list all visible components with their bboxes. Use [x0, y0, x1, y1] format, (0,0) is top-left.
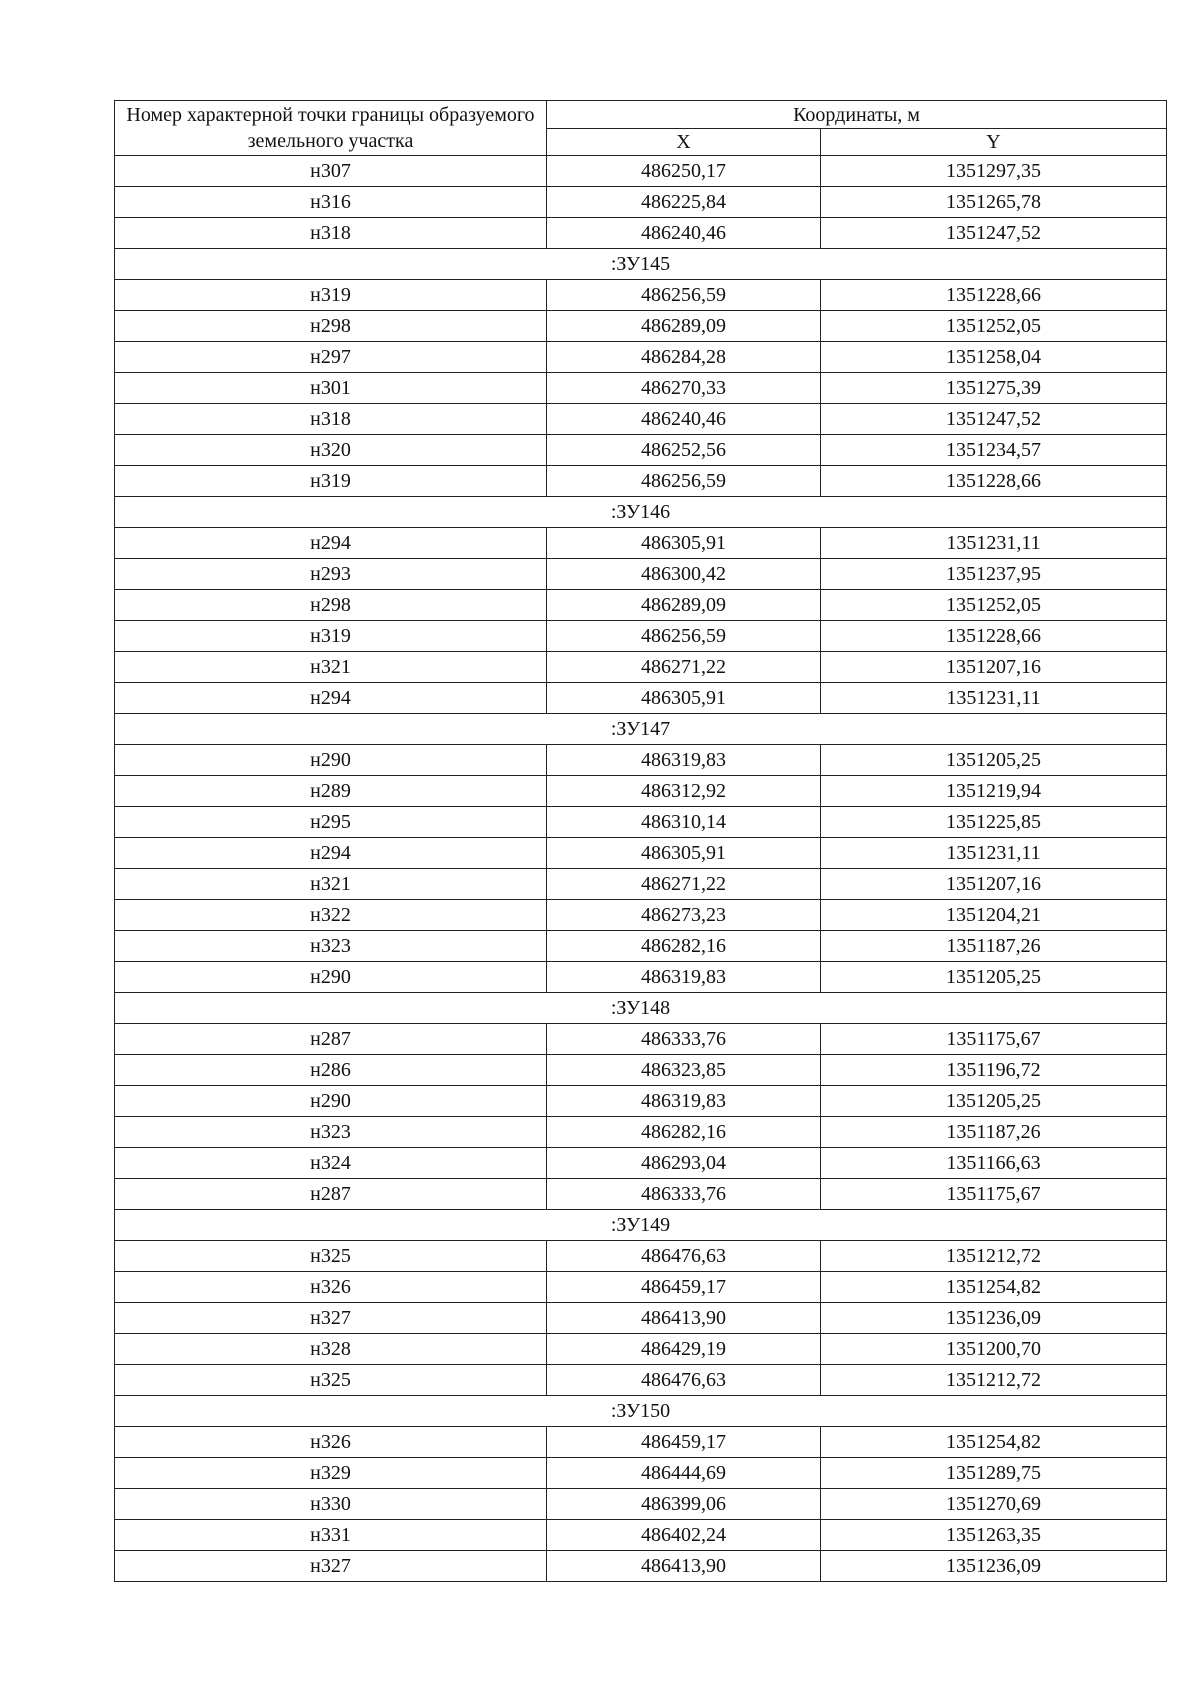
x-coordinate-cell: 486319,83 [547, 745, 821, 776]
table-row [115, 838, 1167, 869]
point-number-cell: н326 [115, 1272, 547, 1303]
table-row [115, 869, 1167, 900]
point-number-cell: н316 [115, 187, 547, 218]
point-number-cell: н287 [115, 1024, 547, 1055]
y-coordinate-cell: 1351234,57 [821, 435, 1167, 466]
point-number-cell: н290 [115, 745, 547, 776]
table-row [115, 404, 1167, 435]
x-coordinate-cell: 486293,04 [547, 1148, 821, 1179]
y-coordinate-cell: 1351228,66 [821, 466, 1167, 497]
y-coordinate-cell: 1351228,66 [821, 621, 1167, 652]
section-label: :ЗУ146 [115, 497, 1167, 528]
section-label: :ЗУ150 [115, 1396, 1167, 1427]
point-number-cell: н324 [115, 1148, 547, 1179]
y-coordinate-cell: 1351212,72 [821, 1365, 1167, 1396]
table-row [115, 807, 1167, 838]
y-coordinate-cell: 1351297,35 [821, 156, 1167, 187]
y-coordinate-cell: 1351270,69 [821, 1489, 1167, 1520]
table-row [115, 311, 1167, 342]
point-number-cell: н307 [115, 156, 547, 187]
point-number-cell: н289 [115, 776, 547, 807]
point-number-cell: н297 [115, 342, 547, 373]
y-coordinate-cell: 1351205,25 [821, 962, 1167, 993]
point-number-cell: н294 [115, 838, 547, 869]
table-row [115, 1551, 1167, 1582]
point-number-cell: н321 [115, 652, 547, 683]
x-coordinate-cell: 486240,46 [547, 218, 821, 249]
x-coordinate-cell: 486256,59 [547, 621, 821, 652]
table-row [115, 559, 1167, 590]
y-coordinate-cell: 1351207,16 [821, 869, 1167, 900]
y-coordinate-cell: 1351236,09 [821, 1551, 1167, 1582]
y-coordinate-cell: 1351205,25 [821, 745, 1167, 776]
section-row [115, 1210, 1167, 1241]
table-row [115, 280, 1167, 311]
x-coordinate-cell: 486399,06 [547, 1489, 821, 1520]
point-number-cell: н325 [115, 1365, 547, 1396]
x-coordinate-cell: 486240,46 [547, 404, 821, 435]
point-number-cell: н295 [115, 807, 547, 838]
x-coordinate-cell: 486319,83 [547, 1086, 821, 1117]
table-row [115, 156, 1167, 187]
point-number-cell: н323 [115, 931, 547, 962]
section-label: :ЗУ149 [115, 1210, 1167, 1241]
y-coordinate-cell: 1351265,78 [821, 187, 1167, 218]
point-number-cell: н327 [115, 1551, 547, 1582]
x-coordinate-cell: 486402,24 [547, 1520, 821, 1551]
x-coordinate-cell: 486476,63 [547, 1241, 821, 1272]
point-number-cell: н319 [115, 621, 547, 652]
y-coordinate-cell: 1351231,11 [821, 838, 1167, 869]
x-coordinate-cell: 486271,22 [547, 869, 821, 900]
point-number-cell: н326 [115, 1427, 547, 1458]
x-coordinate-cell: 486250,17 [547, 156, 821, 187]
x-coordinate-cell: 486284,28 [547, 342, 821, 373]
point-number-cell: н320 [115, 435, 547, 466]
section-row [115, 1396, 1167, 1427]
table-row [115, 1520, 1167, 1551]
x-coordinate-cell: 486270,33 [547, 373, 821, 404]
table-row [115, 528, 1167, 559]
y-coordinate-cell: 1351236,09 [821, 1303, 1167, 1334]
table-row [115, 1179, 1167, 1210]
table-row [115, 962, 1167, 993]
table-row [115, 1334, 1167, 1365]
x-header: X [547, 129, 821, 156]
y-coordinate-cell: 1351247,52 [821, 218, 1167, 249]
y-coordinate-cell: 1351231,11 [821, 528, 1167, 559]
y-coordinate-cell: 1351289,75 [821, 1458, 1167, 1489]
y-coordinate-cell: 1351275,39 [821, 373, 1167, 404]
table-row [115, 373, 1167, 404]
section-label: :ЗУ145 [115, 249, 1167, 280]
y-coordinate-cell: 1351252,05 [821, 590, 1167, 621]
table-row [115, 1055, 1167, 1086]
x-coordinate-cell: 486312,92 [547, 776, 821, 807]
y-coordinate-cell: 1351207,16 [821, 652, 1167, 683]
x-coordinate-cell: 486413,90 [547, 1551, 821, 1582]
x-coordinate-cell: 486256,59 [547, 466, 821, 497]
y-coordinate-cell: 1351228,66 [821, 280, 1167, 311]
y-coordinate-cell: 1351196,72 [821, 1055, 1167, 1086]
y-coordinate-cell: 1351263,35 [821, 1520, 1167, 1551]
table-header [115, 101, 1167, 156]
section-row [115, 714, 1167, 745]
table-row [115, 652, 1167, 683]
table-row [115, 1086, 1167, 1117]
table-row [115, 1148, 1167, 1179]
y-header: Y [821, 129, 1167, 156]
table-row [115, 1427, 1167, 1458]
point-number-header: Номер характерной точки границы образуемого земельного участка [115, 101, 547, 156]
x-coordinate-cell: 486252,56 [547, 435, 821, 466]
table-row [115, 900, 1167, 931]
y-coordinate-cell: 1351175,67 [821, 1024, 1167, 1055]
point-number-cell: н318 [115, 404, 547, 435]
point-number-cell: н318 [115, 218, 547, 249]
point-number-cell: н294 [115, 528, 547, 559]
table-row [115, 590, 1167, 621]
x-coordinate-cell: 486282,16 [547, 1117, 821, 1148]
x-coordinate-cell: 486459,17 [547, 1427, 821, 1458]
x-coordinate-cell: 486256,59 [547, 280, 821, 311]
section-row [115, 249, 1167, 280]
x-coordinate-cell: 486323,85 [547, 1055, 821, 1086]
point-number-cell: н301 [115, 373, 547, 404]
point-number-cell: н298 [115, 590, 547, 621]
section-label: :ЗУ148 [115, 993, 1167, 1024]
x-coordinate-cell: 486305,91 [547, 838, 821, 869]
point-number-cell: н287 [115, 1179, 547, 1210]
point-number-cell: н323 [115, 1117, 547, 1148]
y-coordinate-cell: 1351187,26 [821, 931, 1167, 962]
table-row [115, 745, 1167, 776]
table-row [115, 1489, 1167, 1520]
y-coordinate-cell: 1351212,72 [821, 1241, 1167, 1272]
section-row [115, 497, 1167, 528]
coordinates-table [114, 100, 1167, 1582]
point-number-cell: н294 [115, 683, 547, 714]
y-coordinate-cell: 1351200,70 [821, 1334, 1167, 1365]
table-body [115, 156, 1167, 1582]
table-row [115, 1365, 1167, 1396]
y-coordinate-cell: 1351247,52 [821, 404, 1167, 435]
table-row [115, 1024, 1167, 1055]
point-number-cell: н328 [115, 1334, 547, 1365]
y-coordinate-cell: 1351231,11 [821, 683, 1167, 714]
table-row [115, 1117, 1167, 1148]
point-number-cell: н286 [115, 1055, 547, 1086]
x-coordinate-cell: 486459,17 [547, 1272, 821, 1303]
point-number-cell: н322 [115, 900, 547, 931]
x-coordinate-cell: 486282,16 [547, 931, 821, 962]
x-coordinate-cell: 486305,91 [547, 683, 821, 714]
y-coordinate-cell: 1351219,94 [821, 776, 1167, 807]
y-coordinate-cell: 1351254,82 [821, 1272, 1167, 1303]
y-coordinate-cell: 1351225,85 [821, 807, 1167, 838]
x-coordinate-cell: 486444,69 [547, 1458, 821, 1489]
table-row [115, 776, 1167, 807]
y-coordinate-cell: 1351204,21 [821, 900, 1167, 931]
point-number-cell: н290 [115, 1086, 547, 1117]
table-row [115, 218, 1167, 249]
y-coordinate-cell: 1351166,63 [821, 1148, 1167, 1179]
point-number-cell: н290 [115, 962, 547, 993]
x-coordinate-cell: 486333,76 [547, 1024, 821, 1055]
point-number-cell: н330 [115, 1489, 547, 1520]
table-row [115, 621, 1167, 652]
table-row [115, 187, 1167, 218]
x-coordinate-cell: 486289,09 [547, 590, 821, 621]
section-row [115, 993, 1167, 1024]
x-coordinate-cell: 486319,83 [547, 962, 821, 993]
table-row [115, 435, 1167, 466]
table-row [115, 1303, 1167, 1334]
point-number-cell: н327 [115, 1303, 547, 1334]
point-number-cell: н321 [115, 869, 547, 900]
table-row [115, 683, 1167, 714]
point-number-cell: н298 [115, 311, 547, 342]
y-coordinate-cell: 1351252,05 [821, 311, 1167, 342]
x-coordinate-cell: 486271,22 [547, 652, 821, 683]
table-row [115, 342, 1167, 373]
y-coordinate-cell: 1351205,25 [821, 1086, 1167, 1117]
x-coordinate-cell: 486476,63 [547, 1365, 821, 1396]
y-coordinate-cell: 1351187,26 [821, 1117, 1167, 1148]
table-row [115, 1458, 1167, 1489]
section-label: :ЗУ147 [115, 714, 1167, 745]
coordinates-header: Координаты, м [547, 101, 1167, 129]
point-number-cell: н293 [115, 559, 547, 590]
x-coordinate-cell: 486429,19 [547, 1334, 821, 1365]
x-coordinate-cell: 486289,09 [547, 311, 821, 342]
point-number-cell: н329 [115, 1458, 547, 1489]
table-row [115, 1272, 1167, 1303]
x-coordinate-cell: 486333,76 [547, 1179, 821, 1210]
point-number-cell: н325 [115, 1241, 547, 1272]
y-coordinate-cell: 1351237,95 [821, 559, 1167, 590]
x-coordinate-cell: 486273,23 [547, 900, 821, 931]
point-number-cell: н319 [115, 466, 547, 497]
point-number-cell: н319 [115, 280, 547, 311]
y-coordinate-cell: 1351258,04 [821, 342, 1167, 373]
table-row [115, 466, 1167, 497]
point-number-cell: н331 [115, 1520, 547, 1551]
table-row [115, 931, 1167, 962]
x-coordinate-cell: 486225,84 [547, 187, 821, 218]
x-coordinate-cell: 486300,42 [547, 559, 821, 590]
x-coordinate-cell: 486310,14 [547, 807, 821, 838]
table-row [115, 1241, 1167, 1272]
x-coordinate-cell: 486305,91 [547, 528, 821, 559]
y-coordinate-cell: 1351254,82 [821, 1427, 1167, 1458]
x-coordinate-cell: 486413,90 [547, 1303, 821, 1334]
y-coordinate-cell: 1351175,67 [821, 1179, 1167, 1210]
